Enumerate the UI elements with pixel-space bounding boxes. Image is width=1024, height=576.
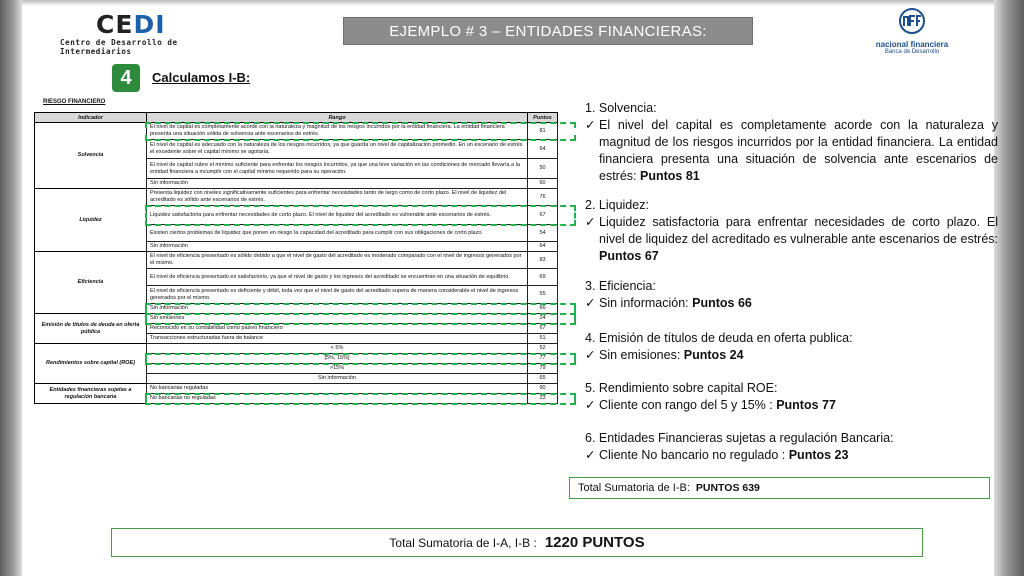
summary-bullet-points: Puntos 23 [788,448,849,462]
summary-bullet [585,117,998,185]
points-cell: 81 [528,123,558,140]
total-ib-value: PUNTOS 639 [695,482,760,494]
summary-section [585,197,998,265]
risk-table [34,112,558,404]
nafin-logo-name: nacional financiera [875,40,949,49]
summary-bullet-text: Sin emisiones: [599,348,681,362]
nafin-logo-subtitle: Banca de Desarrollo [884,49,940,55]
indicator-cell: Liquidez [35,189,147,252]
points-cell: 69 [528,269,558,286]
range-cell: No bancarias no reguladas [147,394,528,404]
points-cell: 64 [528,140,558,159]
slide-edge-top [22,0,994,6]
points-cell: 23 [528,394,558,404]
summary-bullet-text: Cliente con rango del 5 y 15% : [599,398,773,412]
range-cell: Sin información [147,374,528,384]
summary-section [585,430,998,464]
summary-section-heading: 5. Rendimiento sobre capital ROE: [585,381,778,395]
nafin-logo [856,8,968,54]
summary-bullet-text: Liquidez satisfactoria para enfrentar necesidades de corto plazo. El nivel de liquidez del acreditado es vulnerable ante escenarios de estrés: [599,215,998,246]
summary-section-heading: 4. Emisión de títulos de deuda en oferta publica: [585,331,853,345]
range-cell: El nivel de capital es adecuado con la naturaleza de los riesgos incurridos, ya que guarda un nivel de capitalización promedio. En un escenario de estrés el excedente sobre el capital mínimo se agotaría. [147,140,528,159]
total-ib-label: Total Sumatoria de I-B: [578,482,690,494]
step-title: Calculamos I-B: [152,70,251,85]
table-header-row [35,113,558,123]
summary-section-heading: 3. Eficiencia: [585,279,656,293]
summary-bullet-text: Sin información: [599,296,689,310]
check-icon: ✓ [585,448,596,462]
summary-bullet-content [599,447,998,464]
table-row [35,252,558,269]
summary-bullet-text: El nivel del capital es completamente acorde con la naturaleza y magnitud de los riesgos incurridos por la entidad financiera. La entidad financiera presenta una situación de solvencia ante escenarios de estrés: [599,118,998,183]
summary-bullet-points: Puntos 67 [599,249,659,263]
cedi-logo-di: DI [133,10,166,39]
nafin-logo-icon [895,8,929,34]
summary-section-heading: 1. Solvencia: [585,101,657,115]
grand-total-label: Total Sumatoria de I-A, I-B : [389,535,537,550]
summary-bullet [585,347,998,364]
summary-bullet-points: Puntos 81 [640,169,700,183]
grand-total-value: 1220 PUNTOS [544,534,645,551]
indicator-cell: Rendimientos sobre capital (ROE) [35,344,147,384]
range-cell: Sin información [147,242,528,252]
points-cell: 76 [528,189,558,206]
points-cell: 67 [528,324,558,334]
header-range: Rango [147,113,528,123]
points-cell: 52 [528,344,558,354]
summary-bullet-points: Puntos 66 [692,296,752,310]
slide-edge-left [0,0,22,576]
summary-bullet [585,295,998,312]
points-cell: 79 [528,364,558,374]
grand-total-box [111,528,923,557]
indicator-cell: Solvencia [35,123,147,189]
range-cell: El nivel de capital cubre el mínimo suficiente para enfrentar los riesgos incurridos, ya que una leve variación en las condiciones de mercado llevaría a la entidad financiera a incumplir con el capital mínimo requerido para su operación. [147,159,528,179]
summary-section-heading: 6. Entidades Financieras sujetas a regulación Bancaria: [585,431,894,445]
cedi-logo-subtitle: Centro de Desarrollo de Intermediarios [60,38,178,56]
summary-bullet-text: Cliente No bancario no regulado : [599,448,786,462]
table-row [35,344,558,354]
step-number-badge: 4 [112,64,140,92]
summary-section-heading: 2. Liquidez: [585,198,649,212]
summary-section [585,100,998,185]
points-cell: 64 [528,242,558,252]
range-cell: El nivel de eficiencia presentado es deficiente y débil, toda vez que el nivel de gasto del acreditado supera de manera considerable el nivel de ingresos generados por el mismo. [147,286,528,304]
summary-bullet-content [599,347,998,364]
summary-section [585,278,998,312]
indicator-cell: Entidades financieras sujetas a regulación bancaria [35,384,147,404]
range-cell: Liquidez satisfactoria para enfrentar necesidades de corto plazo. El nivel de liquidez del acreditado es vulnerable ante escenarios de estrés. [147,206,528,225]
points-cell: 67 [528,206,558,225]
table-caption: RIESGO FINANCIERO [43,99,106,105]
range-cell: < 5% [147,344,528,354]
summary-bullet [585,214,998,265]
summary-bullet [585,447,998,464]
summary-bullet-content [599,214,998,265]
range-cell: Reconocido en su contabilidad como pasivo financiero [147,324,528,334]
total-ib-box [569,477,990,499]
range-cell: Sin emisiones [147,314,528,324]
check-icon: ✓ [585,348,596,362]
check-icon: ✓ [585,118,596,132]
header-points: Puntos [528,113,558,123]
slide-title: EJEMPLO # 3 – ENTIDADES FINANCIERAS: [343,17,753,45]
range-cell: Existen ciertos problemas de liquidez que ponen en riesgo la capacidad del acreditado para cumplir con sus obligaciones de corto plazo. [147,225,528,242]
points-cell: 54 [528,225,558,242]
summary-bullet-content [599,397,998,414]
slide-edge-right [994,0,1024,576]
range-cell: El nivel de eficiencia presentado es satisfactorio, ya que el nivel de gasto y los ingresos del acreditado se encuentran en una situación de equilibrio. [147,269,528,286]
check-icon: ✓ [585,398,596,412]
points-cell: 66 [528,304,558,314]
table-row [35,314,558,324]
indicator-cell: Emisión de títulos de deuda en oferta pública [35,314,147,344]
cedi-logo-ce: CE [96,10,134,39]
range-cell: El nivel de eficiencia presentado es sólido debido a que el nivel de gasto del acreditado es moderado comparado con el nivel de ingresos generados por el mismo. [147,252,528,269]
table-row [35,123,558,140]
points-cell: 24 [528,314,558,324]
header-indicator: Indicador [35,113,147,123]
range-cell: No bancarias reguladas [147,384,528,394]
points-cell: 90 [528,384,558,394]
range-cell: >15% [147,364,528,374]
summary-bullet-content [599,117,998,185]
range-cell: Presenta liquidez con niveles significativamente suficientes para enfrentar necesidades tanto de largo como de corto plazo. El nivel de liquidez del acreditado es sólido ante escenarios de estrés. [147,189,528,206]
range-cell: [5%, 15%] [147,354,528,364]
table-row [35,189,558,206]
indicator-cell: Eficiencia [35,252,147,314]
check-icon: ✓ [585,296,596,310]
summary-bullet-points: Puntos 24 [683,348,744,362]
points-cell: 50 [528,159,558,179]
summary-section [585,380,998,414]
summary-bullet-points: Puntos 77 [776,398,836,412]
points-cell: 83 [528,252,558,269]
check-icon: ✓ [585,215,596,229]
points-cell: 60 [528,179,558,189]
points-cell: 55 [528,286,558,304]
points-cell: 77 [528,354,558,364]
cedi-logo [60,10,220,56]
summary-section [585,330,998,364]
range-cell: Sin información [147,304,528,314]
table-row [35,384,558,394]
summary-bullet [585,397,998,414]
points-cell: 51 [528,334,558,344]
summary-bullet-content [599,295,998,312]
range-cell: Sin información [147,179,528,189]
points-cell: 65 [528,374,558,384]
range-cell: El nivel de capital es completamente acorde con la naturaleza y magnitud de los riesgos incurridos por la entidad financiera. La entidad financiera presenta una situación sólida de solvencia ante escenarios de estrés. [147,123,528,140]
range-cell: Transacciones estructuradas fuera de balance [147,334,528,344]
